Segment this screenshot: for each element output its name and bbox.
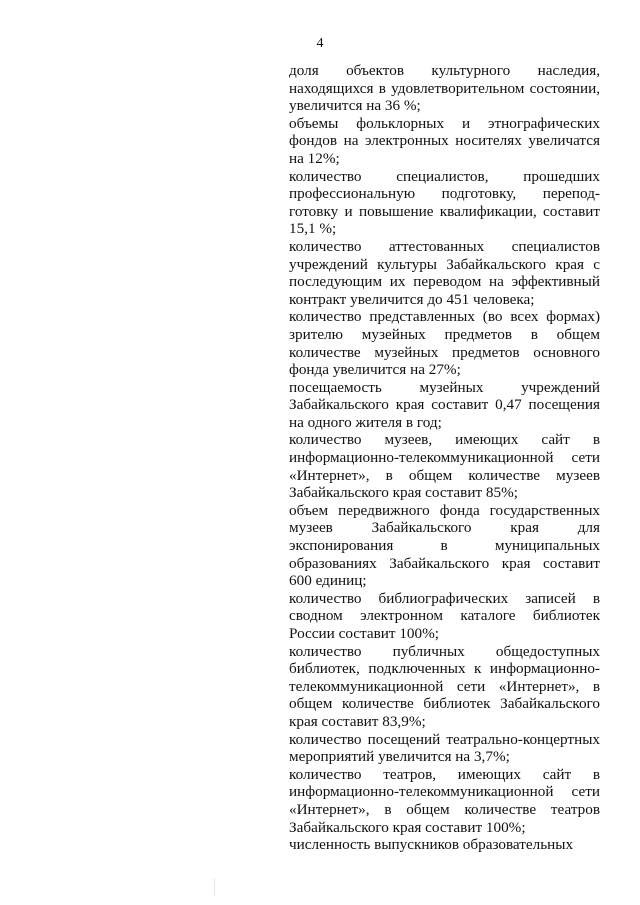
paragraph-folklore-funds: объемы фольклорных и этнографических фондов на электронных носителях увеличатся на 12%; [289, 114, 600, 167]
paragraph-museum-attendance: посещаемость музейных учреждений Забайкальского края составит 0,47 посещения на одного жителя в год; [289, 378, 600, 431]
document-body [289, 62, 600, 854]
paragraph-bibliographic-records: количество библиографических записей в сводном электронном каталоге библиотек России составит 100%; [289, 589, 600, 642]
paragraph-theatre-visits: количество посещений театрально-концертных мероприятий увеличится на 3,7%; [289, 730, 600, 766]
paragraph-certified-specialists: количество аттестованных специалистов учреждений культуры Забайкальского края с последующим их переводом на эффективный контракт увеличится до 451 человека; [289, 237, 600, 308]
page-number: 4 [316, 36, 324, 51]
paragraph-cultural-heritage: доля объектов культурного наследия, находящихся в удовлетворительном состоянии, увеличится на 36 %; [289, 62, 600, 115]
paragraph-museum-items: количество представленных (во всех формах) зрителю музейных предметов в общем количестве музейных предметов основного фонда увеличится на 27%; [289, 308, 600, 379]
paragraph-specialists-training: количество специалистов, прошедших профессиональную подготовку, перепод-готовку и повышение квалификации, составит 15,1 %; [289, 167, 600, 238]
paragraph-mobile-fund: объем передвижного фонда государственных музеев Забайкальского края для экспонирования в муниципальных образованиях Забайкальского края составит 600 единиц; [289, 501, 600, 590]
scan-edge-mark [214, 878, 215, 896]
paragraph-graduates: численность выпускников образовательных [289, 836, 574, 854]
paragraph-theatre-websites: количество театров, имеющих сайт в информационно-телекоммуникационной сети «Интернет», в общем количестве театров Забайкальского края составит 100%; [289, 765, 600, 836]
paragraph-libraries-internet: количество публичных общедоступных библиотек, подключенных к информационно-телекоммуникационной сети «Интернет», в общем количестве библиотек Забайкальского края составит 83,9%; [289, 642, 600, 730]
paragraph-museum-websites: количество музеев, имеющих сайт в информационно-телекоммуникационной сети «Интернет», в общем количестве музеев Забайкальского края составит 85%; [289, 431, 600, 502]
